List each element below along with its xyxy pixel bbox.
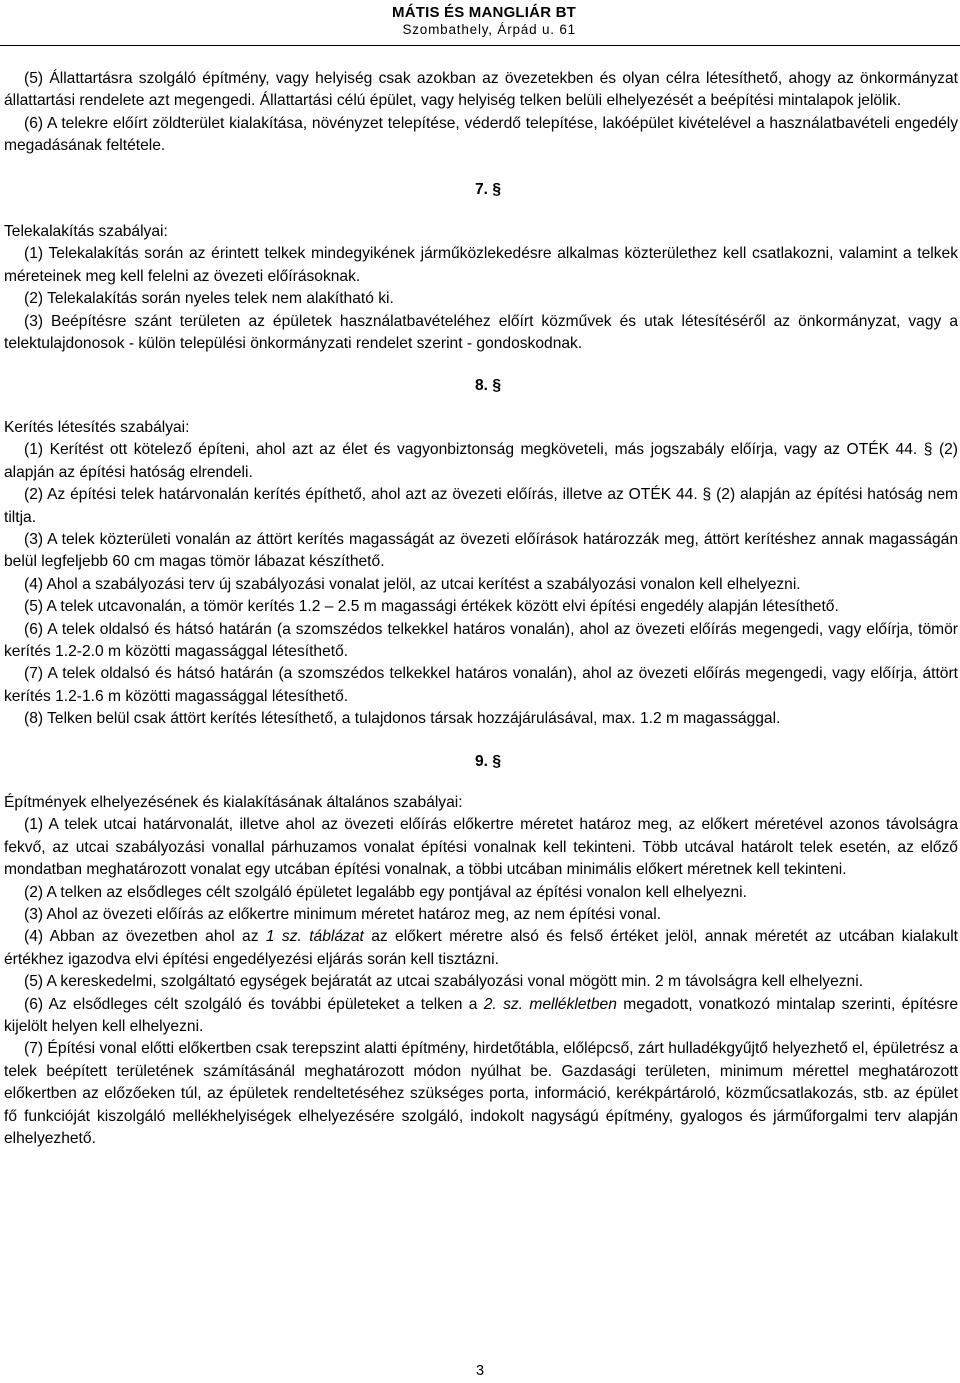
paragraph-9-5: (5) A kereskedelmi, szolgáltató egységek bejáratát az utcai szabályozási vonal mögött min. 2 m távolságra kell elhelyezni.	[24, 973, 864, 991]
header-divider	[0, 45, 960, 46]
paragraph-8-2: (2) Az építési telek határvonalán kerítés építhető, ahol azt az övezeti előírás, illetve az OTÉK 44. § (2) alapján az építési hatóság nem tiltja.	[4, 486, 958, 526]
table-reference: 1 sz. táblázat	[265, 928, 364, 946]
paragraph-8-4: (4) Ahol a szabályozási terv új szabályozási vonalat jelöl, az utcai kerítést a szabályozási vonalon kell elhelyezni.	[24, 575, 801, 593]
paragraph-9-4	[4, 926, 958, 971]
paragraph-8-7: (7) A telek oldalsó és hátsó határán (a szomszédos telkekkel határos vonalán), ahol az övezeti előírás megengedi, vagy előírja, áttört kerítés 1.2-1.6 m közötti magassággal létesíthető.	[4, 665, 958, 705]
paragraph-8-8: (8) Telken belül csak áttört kerítés létesíthető, a tulajdonos társak hozzájárulásával, max. 1.2 m magassággal.	[24, 710, 781, 728]
paragraph-9-6-text-b: megadott, vonatkozó mintalap szerinti, építésre kijelölt helyen kell elhelyezni.	[4, 995, 958, 1036]
paragraph-9-3: (3) Ahol az övezeti előírás az előkertre minimum méretet határoz meg, az nem építési vonal.	[24, 906, 662, 923]
company-address: Szombathely, Árpád u. 61	[402, 22, 576, 37]
section-heading-8: 8. §	[474, 377, 501, 395]
paragraph-9-1: (1) A telek utcai határvonalát, illetve ahol az övezeti előírás előkertre méretet határoz meg, az előkert méretével azonos távolságra fekvő, az utcai szabályozási vonallal párhuzamos vonalat építési vonalnak kell tekinteni. Több utcával határolt telek esetén, az előző mondatban meghatározott vonalat egy utcában építési vonalnak, a többi utcában minimális előkert méretnek kell tekinteni.	[4, 816, 958, 879]
paragraph-6-5: (5) Állattartásra szolgáló építmény, vagy helyiség csak azokban az övezetekben és olyan célra létesíthető, ahogy az önkormányzat állattartási rendelete azt megengedi. Állattartási célú épület, vagy helyiség telken belüli elhelyezését a beépítési mintalapok jelölik.	[4, 70, 958, 110]
paragraph-9-7: (7) Építési vonal előtti előkertben csak terepszint alatti építmény, hirdetőtábla, előlépcső, zárt hulladékgyűjtő helyezhető el, épületrész a telek beépített területének számításánál meghatározott módon nyúlhat be. Gazdasági területen, minimum mérettel meghatározott előkertben az előzőeken túl, az épületek rendeltetéséhez szükséges porta, információ, kerékpártároló, közműcsatlakozás, stb. az épület fő funkcióját kiszolgáló mellékhelyiségek elhelyezésére szolgáló, indokolt nagyságú építmény, gyalogos és járműforgalmi terv alapján elhelyezhető.	[4, 1040, 958, 1148]
paragraph-9-2: (2) A telken az elsődleges célt szolgáló épületet legalább egy pontjával az építési vonalon kell elhelyezni.	[24, 883, 747, 901]
section-heading-9: 9. §	[474, 752, 501, 770]
section-title-7: Telekalakítás szabályai:	[4, 223, 168, 241]
paragraph-7-3: (3) Beépítésre szánt területen az épületek használatbavételéhez előírt közművek és utak létesítéséről az önkormányzat, vagy a telektulajdonosok - külön települési önkormányzati rendelet szerint - gondoskodnak.	[4, 312, 958, 353]
paragraph-8-5: (5) A telek utcavonalán, a tömör kerítés 1.2 – 2.5 m magassági értékek között elvi építési engedély alapján létesíthető.	[24, 598, 839, 616]
section-title-8: Kerítés létesítés szabályai:	[4, 418, 190, 436]
paragraph-8-6: (6) A telek oldalsó és hátsó határán (a szomszédos telkekkel határos vonalán), ahol az övezeti előírás megengedi, vagy előírja, tömör kerítés 1.2-2.0 m közötti magassággal létesíthető.	[4, 620, 958, 660]
paragraph-8-1: (1) Kerítést ott kötelező építeni, ahol azt az élet és vagyonbiztonság megköveteli, más jogszabály előírja, vagy az OTÉK 44. § (2) alapján az építési hatóság elrendeli.	[4, 441, 958, 481]
paragraph-6-6: (6) A telekre előírt zöldterület kialakítása, növényzet telepítése, véderdő telepítése, lakóépület kivételével a használatbavételi engedély megadásának feltétele.	[4, 114, 958, 155]
company-name: MÁTIS ÉS MANGLIÁR BT	[392, 4, 576, 21]
document-body	[4, 68, 958, 1150]
paragraph-7-2: (2) Telekalakítás során nyeles telek nem alakítható ki.	[24, 290, 394, 308]
paragraph-7-1: (1) Telekalakítás során az érintett telkek mindegyikének járműközlekedésre alkalmas közterülethez kell csatlakozni, valamint a telkek méreteinek meg kell felelni az övezeti előírásoknak.	[4, 245, 958, 285]
paragraph-9-4-text-b: az előkert méretre alsó és felső értéket jelöl, annak méretét az utcában kialakult értékhez igazodva elvi építési engedélyezési eljárás során kell tisztázni.	[4, 928, 958, 968]
paragraph-8-3: (3) A telek közterületi vonalán az áttört kerítés magasságát az övezeti előírások határozzák meg, áttört kerítéshez annak magasságán belül legfeljebb 60 cm magas tömör lábazat készíthető.	[4, 530, 958, 571]
section-heading-7: 7. §	[474, 180, 501, 198]
paragraph-9-4-text-a: (4) Abban az övezetben ahol az	[24, 928, 266, 946]
page-header	[392, 4, 576, 38]
section-title-9: Építmények elhelyezésének és kialakításának általános szabályai:	[4, 793, 463, 811]
annex-reference: 2. sz. mellékletben	[483, 995, 617, 1013]
paragraph-9-6	[4, 994, 958, 1039]
paragraph-9-6-text-a: (6) Az elsődleges célt szolgáló és további épületeket a telken a	[24, 995, 484, 1013]
page-number: 3	[475, 1363, 485, 1379]
